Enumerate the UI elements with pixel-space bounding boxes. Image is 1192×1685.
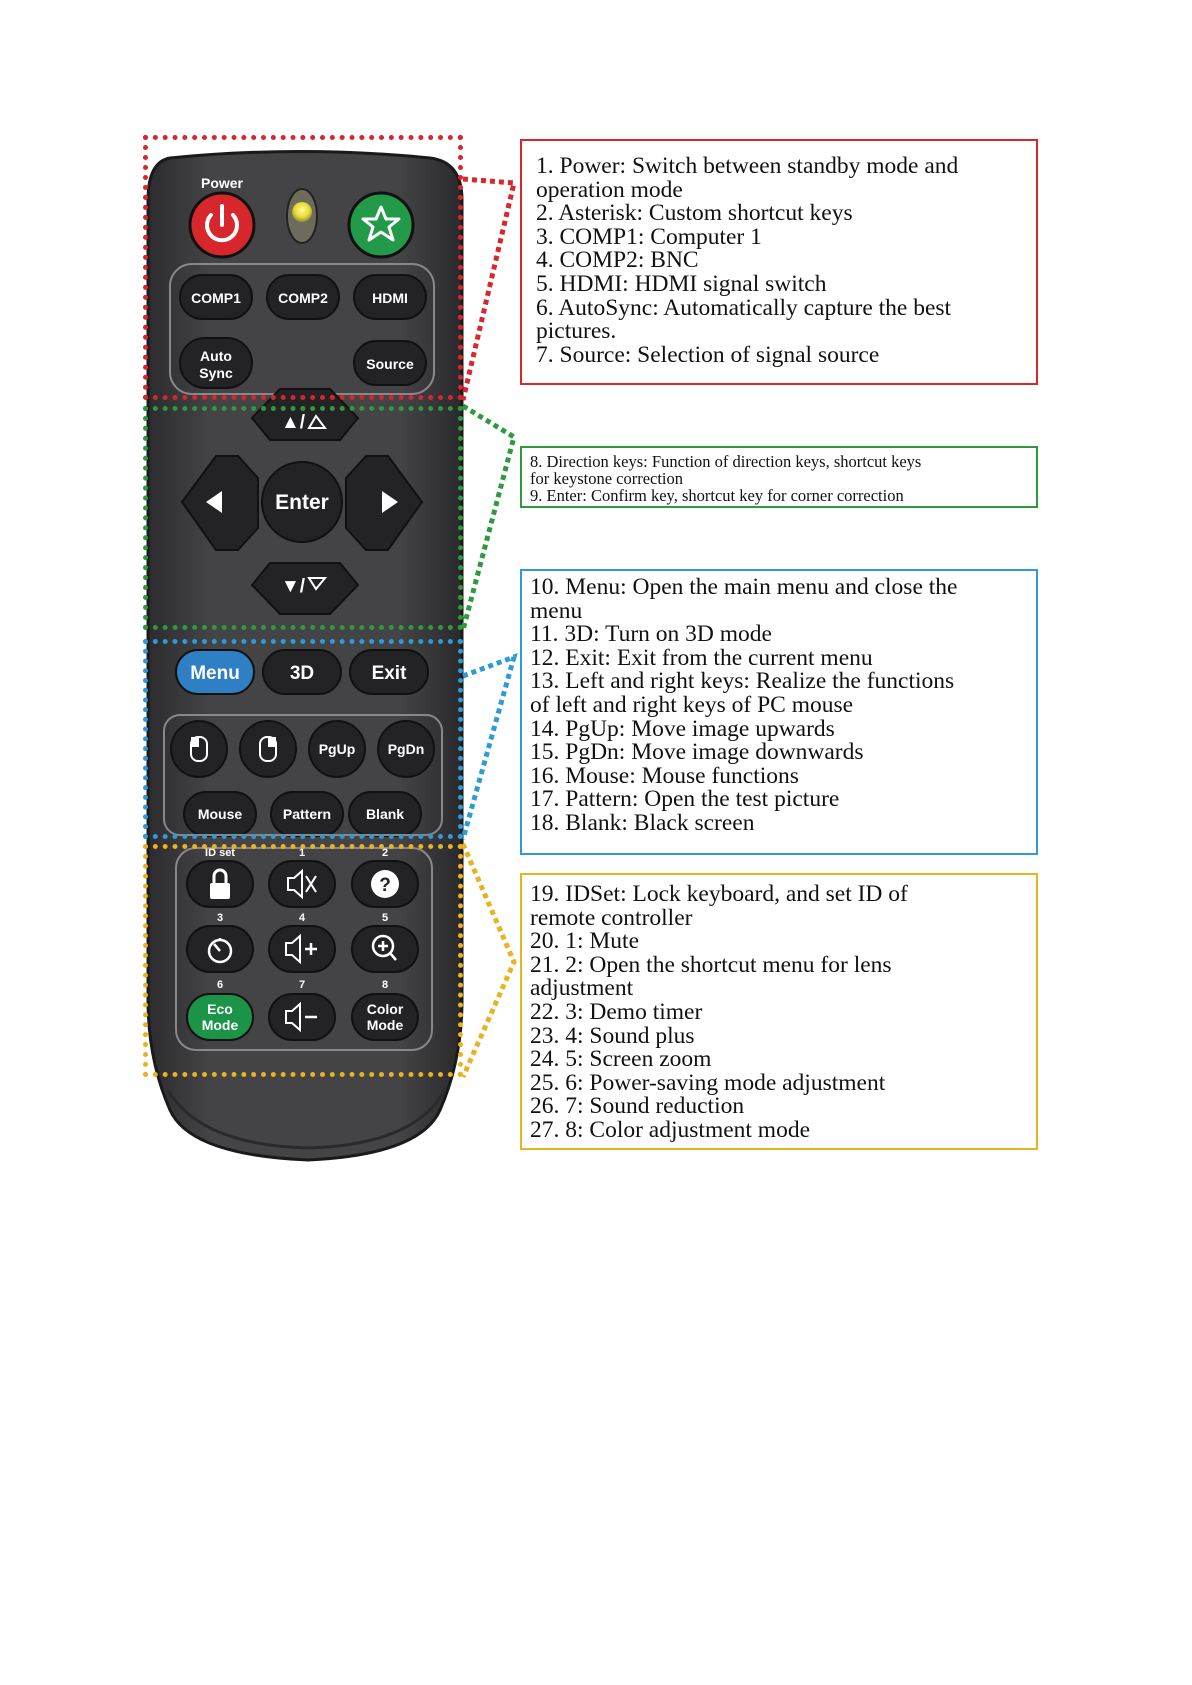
section-navigation-frame bbox=[143, 406, 463, 630]
source-label: Source bbox=[366, 356, 414, 372]
help-glyph: ? bbox=[379, 875, 391, 896]
num-3-label: 3 bbox=[216, 912, 224, 924]
legend-line: remote controller bbox=[530, 904, 693, 931]
3d-label: 3D bbox=[289, 663, 315, 684]
legend-line: 27. 8: Color adjustment mode bbox=[530, 1116, 811, 1143]
legend-menu bbox=[520, 569, 1038, 855]
legend-line: 12. Exit: Exit from the current menu bbox=[530, 644, 873, 671]
hdmi-label: HDMI bbox=[372, 290, 408, 306]
legend-line: 3. COMP1: Computer 1 bbox=[536, 223, 762, 250]
exit-label: Exit bbox=[371, 663, 407, 684]
legend-line: 1. Power: Switch between standby mode and bbox=[536, 153, 959, 179]
section-power-frame bbox=[143, 135, 463, 400]
legend-line: 22. 3: Demo timer bbox=[530, 998, 703, 1025]
idset-label: ID set bbox=[205, 847, 235, 859]
legend-line: 25. 6: Power-saving mode adjustment bbox=[530, 1069, 886, 1096]
legend-line: 24. 5: Screen zoom bbox=[530, 1046, 712, 1073]
legend-line: 19. IDSet: Lock keyboard, and set ID of bbox=[530, 881, 908, 907]
num-1-label: 1 bbox=[298, 847, 306, 859]
legend-line: of left and right keys of PC mouse bbox=[530, 691, 854, 718]
legend-line: for keystone correction bbox=[530, 469, 684, 489]
autosync-label-2: Sync bbox=[199, 365, 233, 381]
legend-line: adjustment bbox=[530, 975, 634, 1002]
power-label: Power bbox=[200, 175, 244, 191]
blank-label: Blank bbox=[365, 806, 405, 822]
legend-line: 7. Source: Selection of signal source bbox=[536, 341, 880, 368]
legend-line: 17. Pattern: Open the test picture bbox=[530, 786, 840, 813]
legend-line: 15. PgDn: Move image downwards bbox=[530, 739, 864, 766]
legend-line: 21. 2: Open the shortcut menu for lens bbox=[530, 951, 892, 978]
comp2-label: COMP2 bbox=[278, 290, 328, 306]
pattern-label: Pattern bbox=[282, 806, 332, 822]
legend-power bbox=[520, 139, 1038, 385]
autosync-label-1: Auto bbox=[200, 348, 232, 364]
up-label: ▲/ bbox=[280, 412, 306, 433]
eco-label-2: Mode bbox=[201, 1017, 239, 1033]
legend-line: 9. Enter: Confirm key, shortcut key for corner correction bbox=[530, 486, 904, 506]
mouse-label: Mouse bbox=[197, 806, 243, 822]
num-4-label: 4 bbox=[298, 912, 306, 924]
legend-line: 5. HDMI: HDMI signal switch bbox=[536, 270, 827, 297]
legend-line: 6. AutoSync: Automatically capture the best bbox=[536, 294, 952, 321]
num-7-label: 7 bbox=[298, 979, 306, 991]
legend-line: operation mode bbox=[536, 176, 683, 203]
legend-line: 4. COMP2: BNC bbox=[536, 247, 699, 274]
legend-line: 18. Blank: Black screen bbox=[530, 809, 755, 836]
enter-label: Enter bbox=[275, 491, 329, 514]
legend-line: menu bbox=[530, 597, 583, 624]
legend-line: 23. 4: Sound plus bbox=[530, 1022, 695, 1049]
pgup-label: PgUp bbox=[318, 741, 356, 757]
num-8-label: 8 bbox=[381, 979, 389, 991]
num-6-label: 6 bbox=[216, 979, 224, 991]
section-menu-frame bbox=[143, 639, 463, 839]
legend-line: 20. 1: Mute bbox=[530, 928, 640, 955]
menu-label: Menu bbox=[190, 663, 240, 684]
legend-line: 16. Mouse: Mouse functions bbox=[530, 762, 799, 789]
legend-line: pictures. bbox=[536, 318, 617, 345]
section-numbers-frame bbox=[143, 844, 463, 1077]
eco-label-1: Eco bbox=[207, 1001, 233, 1017]
legend-line: 8. Direction keys: Function of direction keys, shortcut keys bbox=[530, 452, 922, 471]
legend-line: 26. 7: Sound reduction bbox=[530, 1093, 745, 1120]
color-label-1: Color bbox=[366, 1001, 404, 1017]
num-2-label: 2 bbox=[381, 847, 389, 859]
num-5-label: 5 bbox=[381, 912, 389, 924]
legend-line: 2. Asterisk: Custom shortcut keys bbox=[536, 200, 853, 227]
legend-line: 13. Left and right keys: Realize the functions bbox=[530, 668, 955, 695]
pgdn-label: PgDn bbox=[387, 741, 425, 757]
comp1-label: COMP1 bbox=[191, 290, 241, 306]
legend-navigation bbox=[520, 446, 1038, 508]
down-label: ▼/ bbox=[280, 576, 306, 597]
color-label-2: Mode bbox=[366, 1017, 404, 1033]
legend-line: 11. 3D: Turn on 3D mode bbox=[530, 621, 772, 648]
legend-numbers bbox=[520, 873, 1038, 1150]
legend-line: 10. Menu: Open the main menu and close the bbox=[530, 574, 958, 600]
legend-line: 14. PgUp: Move image upwards bbox=[530, 715, 835, 742]
